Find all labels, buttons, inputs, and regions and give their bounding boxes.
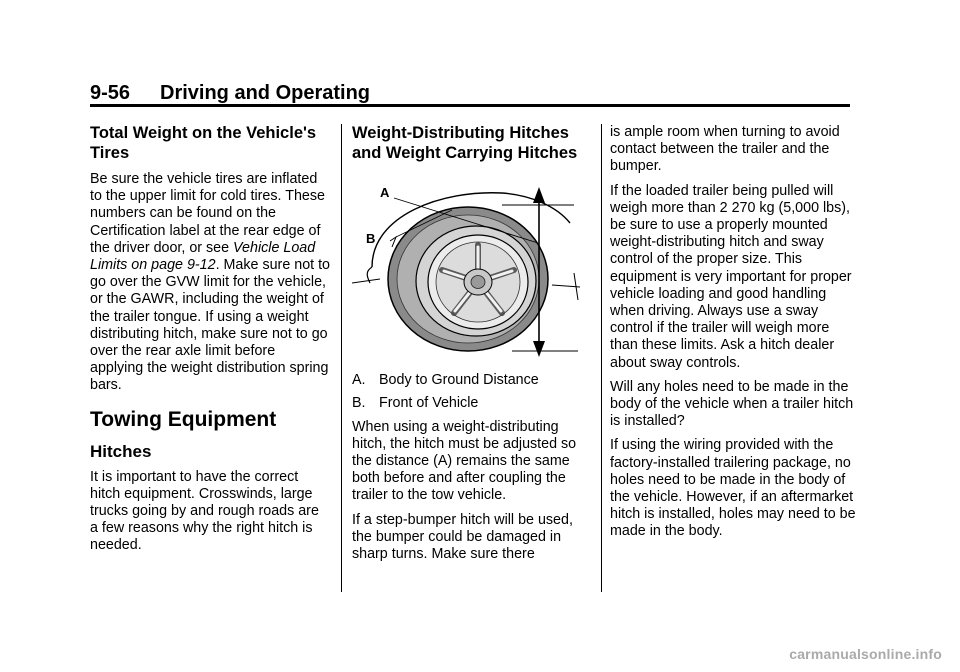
- column-3: [610, 124, 856, 548]
- section-title: Driving and Operating: [160, 82, 371, 104]
- figure-label-a: A: [380, 185, 390, 200]
- paragraph-step-bumper: If a step-bumper hitch will be used, the bumper could be damaged in sharp turns. Make sure there: [352, 511, 573, 563]
- heading-hitches: Hitches: [90, 441, 152, 461]
- paragraph-total-weight: [90, 171, 330, 395]
- wheel-illustration: [352, 175, 594, 359]
- paragraph-text: . Make sure not to go over the GVW limit for the vehicle, or the GAWR, including the weight of the trailer tongue. If using a weight distributing hitch, make sure not to go over the rear axle limit before applying the weight distribution spring bars.: [90, 257, 331, 394]
- column-divider-2: [601, 124, 602, 592]
- legend-item: [352, 372, 594, 389]
- paragraph-wiring: If using the wiring provided with the factory-installed trailering package, no holes need to be made in the body of the vehicle. However, if an aftermarket hitch is installed, holes may need to be made in the body.: [610, 437, 856, 540]
- column-1: [90, 124, 330, 562]
- paragraph-hitch-adjust: When using a weight-distributing hitch, the hitch must be adjusted so the distance (A) remains the same both before and after coupling the trailer to the tow vehicle.: [352, 418, 577, 504]
- legend-key: A.: [352, 372, 366, 389]
- column-2: [352, 124, 594, 570]
- paragraph-hitches: It is important to have the correct hitch equipment. Crosswinds, large trucks going by and rough roads are a few reasons why the right hitch is needed.: [90, 468, 319, 554]
- figure-legend: [352, 372, 594, 412]
- legend-text: Front of Vehicle: [379, 395, 479, 412]
- heading-total-weight: Total Weight on the Vehicle's Tires: [90, 124, 317, 162]
- watermark: carmanualsonline.info: [789, 646, 942, 662]
- legend-key: B.: [352, 395, 366, 412]
- column-divider-1: [341, 124, 342, 592]
- paragraph-holes-question: Will any holes need to be made in the body of the vehicle when a trailer hitch is installed?: [610, 378, 854, 430]
- legend-item: [352, 395, 594, 412]
- heading-towing-equipment: Towing Equipment: [90, 407, 277, 431]
- paragraph-ample-room: is ample room when turning to avoid contact between the trailer and the bumper.: [610, 124, 840, 175]
- page-number: 9-56: [90, 82, 131, 104]
- figure-label-b: B: [366, 231, 376, 246]
- paragraph-sway-control: If the loaded trailer being pulled will weigh more than 2 270 kg (5,000 lbs), be sure to use a properly mounted weight-distributing hitch and sway control of the proper size. This equipment is very important for proper vehicle loading and good handling when driving. Always use a sway control if the trailer will weigh more than these limits. Ask a hitch dealer about sway controls.: [610, 182, 852, 371]
- cross-reference-link: Vehicle Load Limits on page 9-12: [90, 239, 316, 274]
- header-rule: [90, 104, 850, 107]
- heading-weight-distributing-hitches: Weight-Distributing Hitches and Weight Carrying Hitches: [352, 124, 578, 162]
- page-header: [90, 80, 370, 106]
- legend-text: Body to Ground Distance: [379, 372, 539, 389]
- paragraph-text: Be sure the vehicle tires are inflated to the upper limit for cold tires. These numbers can be found on the Certification label at the rear edge of the driver door, or see: [90, 171, 325, 256]
